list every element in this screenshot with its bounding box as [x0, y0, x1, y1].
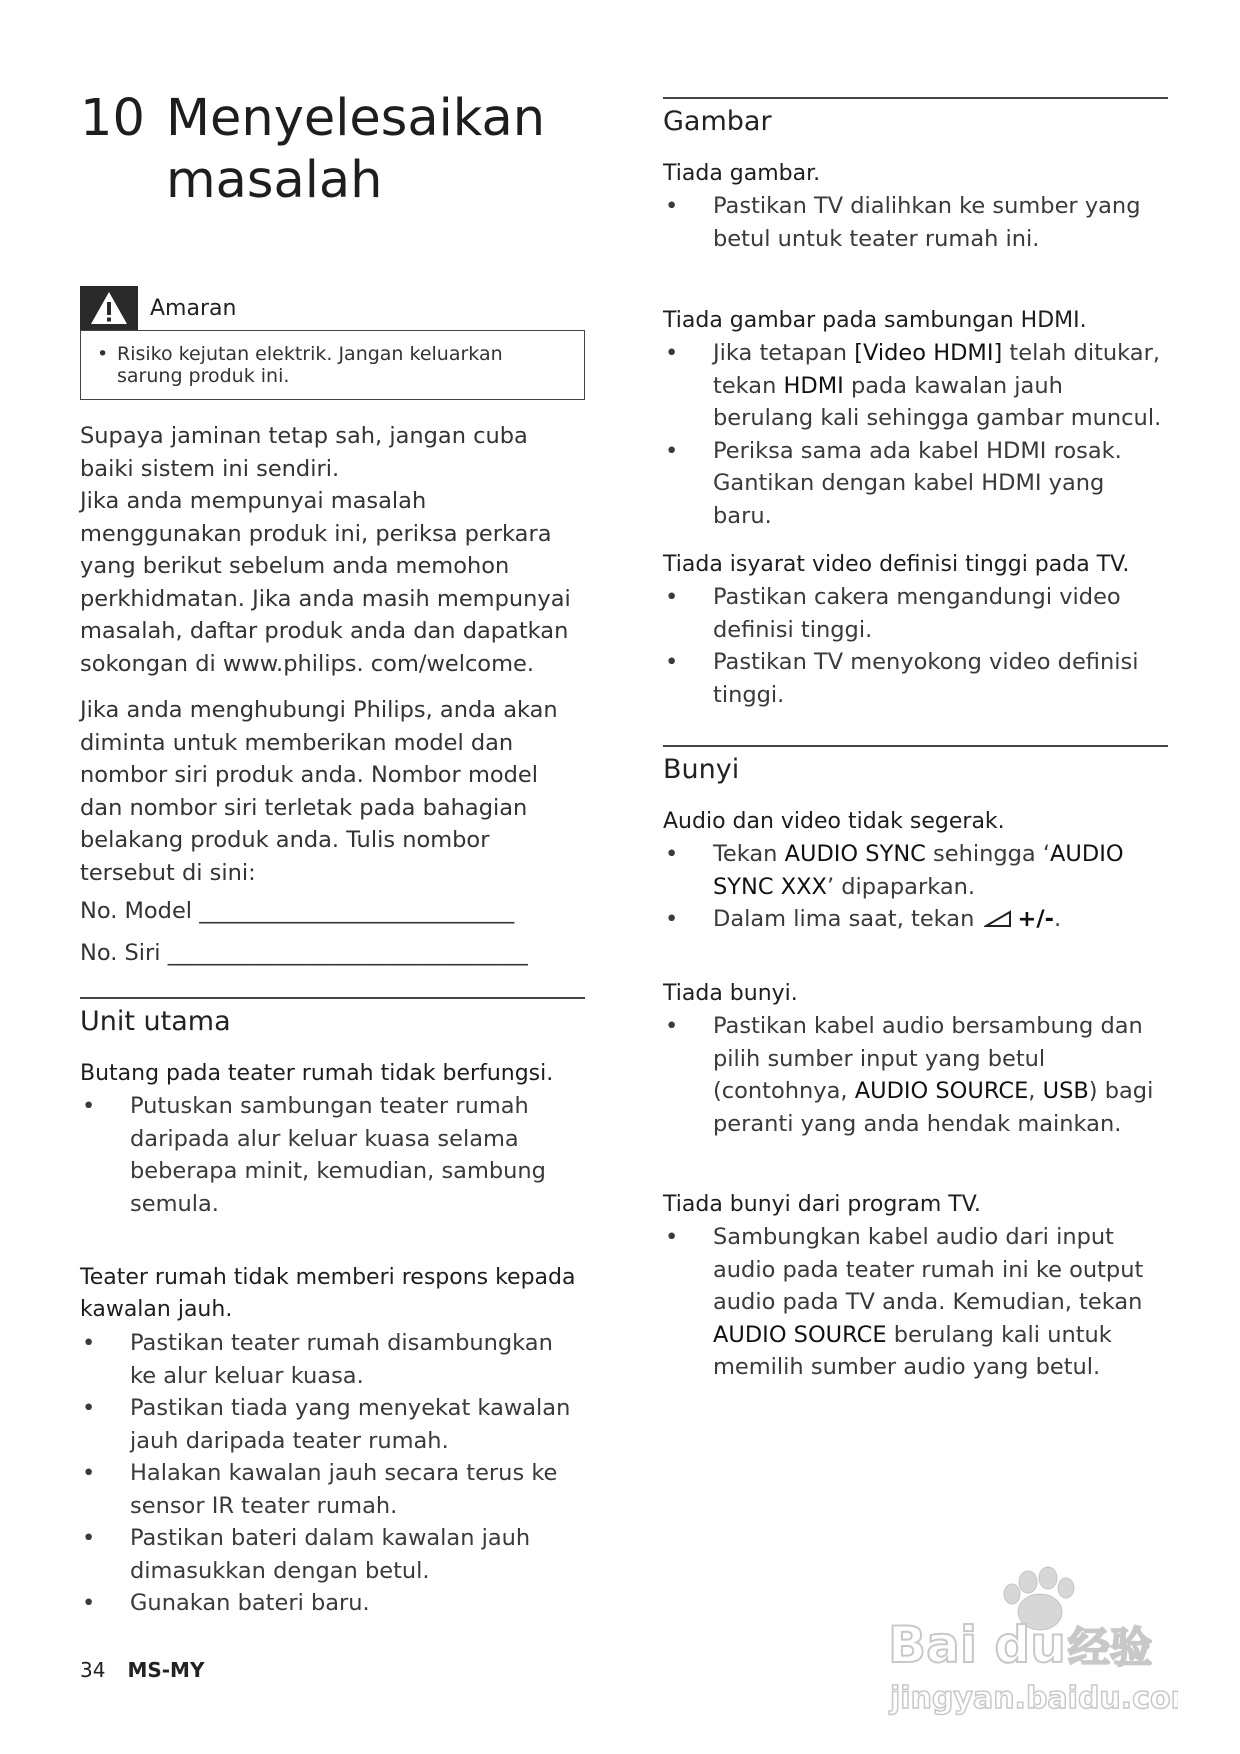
question-heading: Tiada gambar. [663, 161, 821, 186]
section-title-gambar: Gambar [663, 106, 772, 137]
chapter-heading [80, 88, 586, 212]
warning-text: Risiko kejutan elektrik. Jangan keluarkan sarung produk ini. [117, 343, 503, 387]
bullet-icon: • [665, 649, 679, 675]
bullet-icon: • [665, 193, 679, 219]
bullet-icon: • [82, 1525, 96, 1551]
key-name: USB [1042, 1078, 1089, 1104]
answer-list [663, 581, 1168, 711]
intro-paragraph-3: Jika anda menghubungi Philips, anda akan diminta untuk memberikan model dan nombor siri produk anda. Nombor model dan nombor siri terletak pada bahagian belakang produk anda. Tulis nombor tersebut di sini: [80, 697, 558, 886]
list-item: • Pastikan TV dialihkan ke sumber yang betul untuk teater rumah ini. [663, 190, 1168, 255]
question-heading: Butang pada teater rumah tidak berfungsi. [80, 1061, 554, 1086]
model-number-line: No. Model ____________________________ [80, 898, 515, 924]
warning-label: Amaran [150, 295, 237, 321]
bullet-icon: • [665, 340, 679, 366]
page-footer [80, 1658, 204, 1682]
bullet-icon: • [665, 1224, 679, 1250]
question-heading: Tiada gambar pada sambungan HDMI. [663, 308, 1087, 333]
language-code: MS-MY [127, 1658, 205, 1682]
serial-number-line: No. Siri ________________________________ [80, 940, 528, 966]
warning-triangle-icon [80, 286, 138, 330]
warning-box [80, 330, 585, 400]
list-item: • Pastikan kabel audio bersambung dan pilih sumber input yang betul (contohnya, AUDIO SOURCE, USB) bagi peranti yang anda hendak mainkan. [663, 1010, 1168, 1140]
key-name: AUDIO SYNC [784, 841, 926, 867]
list-item: • Pastikan cakera mengandungi video definisi tinggi. [663, 581, 1168, 646]
answer-list [663, 1221, 1168, 1384]
list-item: • Pastikan teater rumah disambungkan ke alur keluar kuasa. [80, 1327, 585, 1392]
list-item: • Pastikan bateri dalam kawalan jauh dimasukkan dengan betul. [80, 1522, 585, 1587]
page-number: 34 [80, 1658, 106, 1682]
bullet-icon: • [665, 841, 679, 867]
baidu-watermark [878, 1560, 1178, 1720]
key-name: HDMI [783, 372, 844, 399]
section-title-unit-utama: Unit utama [80, 1006, 231, 1037]
list-item: • Pastikan TV menyokong video definisi tinggi. [663, 646, 1168, 711]
chapter-title-line2: masalah [166, 151, 383, 210]
bullet-icon: • [82, 1093, 96, 1119]
warning-header [80, 286, 585, 330]
answer-list [80, 1090, 585, 1220]
section-divider [663, 745, 1168, 747]
key-name: +/- [1017, 906, 1054, 932]
bullet-icon: • [97, 343, 109, 365]
chapter-title-line1: Menyelesaikan [166, 89, 546, 148]
list-item: • Jika tetapan [Video HDMI] telah ditukar, tekan HDMI pada kawalan jauh berulang kali sehingga gambar muncul. [663, 337, 1168, 435]
section-divider [80, 997, 585, 999]
bullet-icon: • [665, 437, 679, 464]
bullet-icon: • [665, 1013, 679, 1039]
bullet-icon: • [82, 1395, 96, 1421]
warning-item [97, 343, 572, 387]
key-name: AUDIO SOURCE [713, 1321, 887, 1348]
bullet-icon: • [82, 1590, 96, 1616]
bullet-icon: • [82, 1330, 96, 1356]
key-name: AUDIO SOURCE [854, 1078, 1029, 1104]
question-heading: Tiada bunyi. [663, 981, 798, 1006]
intro-block [80, 420, 580, 969]
warning-block [80, 286, 585, 400]
chapter-title [166, 88, 586, 212]
list-item: • Putuskan sambungan teater rumah daripada alur keluar kuasa selama beberapa minit, kemudian, sambung semula. [80, 1090, 585, 1220]
question-heading: Tiada bunyi dari program TV. [663, 1192, 981, 1217]
watermark-cn: 经验 [1068, 1623, 1153, 1672]
intro-paragraph-1: Supaya jaminan tetap sah, jangan cuba baiki sistem ini sendiri. [80, 423, 528, 482]
volume-wedge-icon [984, 905, 1012, 938]
list-item: • Dalam lima saat, tekan +/-. [663, 903, 1168, 938]
list-item: • Sambungkan kabel audio dari input audio pada teater rumah ini ke output audio pada TV anda. Kemudian, tekan AUDIO SOURCE berulang kali untuk memilih sumber audio yang betul. [663, 1221, 1168, 1384]
question-heading: Tiada isyarat video definisi tinggi pada TV. [663, 552, 1130, 577]
display-text: AUDIO SYNC XXX [713, 841, 1124, 900]
section-divider [663, 97, 1168, 99]
intro-paragraph-2: Jika anda mempunyai masalah menggunakan produk ini, periksa perkara yang berikut sebelum anda memohon perkhidmatan. Jika anda masih mempunyai masalah, daftar produk anda dan dapatkan sokongan di www.philips. com/welcome. [80, 488, 571, 677]
setting-name: [Video HDMI] [854, 340, 1003, 366]
answer-list [663, 838, 1168, 938]
list-item: • Gunakan bateri baru. [80, 1587, 585, 1620]
bullet-icon: • [82, 1460, 96, 1486]
chapter-number: 10 [80, 89, 145, 148]
list-item: • Pastikan tiada yang menyekat kawalan jauh daripada teater rumah. [80, 1392, 585, 1457]
answer-list [663, 190, 1168, 255]
answer-list [80, 1327, 585, 1620]
list-item: • Periksa sama ada kabel HDMI rosak. Gantikan dengan kabel HDMI yang baru. [663, 435, 1168, 533]
answer-list [663, 337, 1168, 532]
watermark-brand: Bai du [888, 1616, 1066, 1674]
watermark-url: jingyan.baidu.com [890, 1681, 1178, 1716]
list-item: • Halakan kawalan jauh secara terus ke sensor IR teater rumah. [80, 1457, 585, 1522]
answer-list [663, 1010, 1168, 1140]
bullet-icon: • [665, 584, 679, 610]
question-heading: Audio dan video tidak segerak. [663, 809, 1005, 834]
question-heading: Teater rumah tidak memberi respons kepada kawalan jauh. [80, 1265, 576, 1322]
list-item: • Tekan AUDIO SYNC sehingga ‘AUDIO SYNC XXX’ dipaparkan. [663, 838, 1168, 903]
section-title-bunyi: Bunyi [663, 754, 740, 785]
bullet-icon: • [665, 906, 679, 932]
